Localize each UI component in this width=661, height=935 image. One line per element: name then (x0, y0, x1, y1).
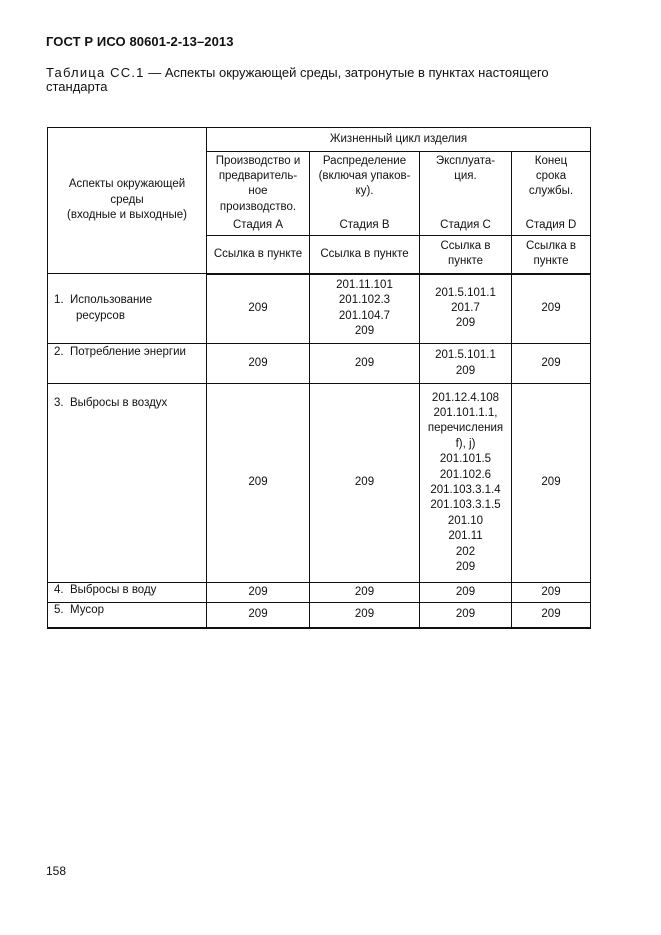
aspect-label: Выбросы в воду (70, 584, 157, 596)
aspect-cell (48, 603, 207, 628)
stage-a-description: Производство и предваритель- ное производство. (215, 154, 301, 213)
stage-d-ref: 209 (512, 344, 591, 384)
aspect-label: Выбросы в воздух (70, 397, 168, 409)
stage-b-ref: 209 (310, 603, 420, 628)
stage-d-ref: 209 (512, 274, 591, 344)
aspect-cell (48, 583, 207, 603)
stage-b-description: Распределение (включая упаков- ку). (318, 154, 411, 198)
aspect-label-continued: ресурсов (76, 309, 125, 322)
row-number: 3. (54, 397, 64, 409)
stage-d-label: Стадия D (525, 219, 577, 232)
stage-d-ref: 209 (512, 583, 591, 603)
stage-d-description: Конец срока службы. (528, 154, 574, 198)
stage-c-ref: 209 (420, 603, 512, 628)
stage-d-ref-header: Ссылка в пункте (512, 236, 591, 274)
stage-a-ref: 209 (207, 384, 310, 583)
row-number: 5. (54, 604, 64, 616)
aspect-cell (48, 274, 207, 344)
stage-b-label: Стадия В (339, 219, 390, 232)
stage-a-ref: 209 (207, 274, 310, 344)
stage-a-ref: 209 (207, 603, 310, 628)
aspect-cell (48, 344, 207, 384)
stage-c-ref: 201.12.4.108 201.101.1.1, перечисления f), j) 201.101.5 201.102.6 201.103.3.1.4 201.103.3.1.5 201.10 201.11 202 209 (420, 384, 512, 583)
aspect-label: Использование (70, 294, 153, 307)
aspect-label: Мусор (70, 604, 105, 616)
stage-c-header (420, 152, 512, 236)
standard-header: ГОСТ Р ИСО 80601-2-13–2013 (46, 34, 234, 49)
stage-b-header (310, 152, 420, 236)
aspects-column-header: Аспекты окружающей среды (входные и выходные) (48, 128, 207, 274)
stage-c-ref-header: Ссылка в пункте (420, 236, 512, 274)
stage-d-ref: 209 (512, 603, 591, 628)
stage-b-ref: 201.11.101 201.102.3 201.104.7 209 (310, 274, 420, 344)
stage-c-description: Эксплуата- ция. (435, 154, 496, 182)
table-row (48, 274, 591, 344)
table-row (48, 603, 591, 628)
row-number: 2. (54, 346, 64, 358)
stage-c-ref: 209 (420, 583, 512, 603)
stage-c-ref: 201.5.101.1 201.7 209 (420, 274, 512, 344)
caption-label: Таблица СС.1 (46, 65, 145, 80)
aspect-label: Потребление энергии (70, 346, 186, 358)
table-row (48, 384, 591, 583)
row-number: 1. (54, 294, 64, 307)
stage-d-ref: 209 (512, 384, 591, 583)
stage-b-ref: 209 (310, 384, 420, 583)
stage-b-ref-header: Ссылка в пункте (310, 236, 420, 274)
table-row (48, 583, 591, 603)
row-number: 4. (54, 584, 64, 596)
stage-a-ref: 209 (207, 344, 310, 384)
lifecycle-header: Жизненный цикл изделия (207, 128, 591, 152)
stage-a-label: Стадия А (232, 219, 284, 232)
stage-a-ref-header: Ссылка в пункте (207, 236, 310, 274)
table-caption (46, 66, 606, 94)
stage-b-ref: 209 (310, 344, 420, 384)
environmental-aspects-table (47, 127, 591, 629)
stage-d-header (512, 152, 591, 236)
stage-a-ref: 209 (207, 583, 310, 603)
stage-c-ref: 201.5.101.1 209 (420, 344, 512, 384)
caption-text: — Аспекты окружающей среды, затронутые в пунктах настоящего стандарта (46, 65, 549, 94)
stage-a-header (207, 152, 310, 236)
stage-c-label: Стадия С (440, 219, 491, 232)
aspect-cell (48, 384, 207, 583)
table-row (48, 344, 591, 384)
stage-b-ref: 209 (310, 583, 420, 603)
page-number: 158 (46, 864, 67, 878)
